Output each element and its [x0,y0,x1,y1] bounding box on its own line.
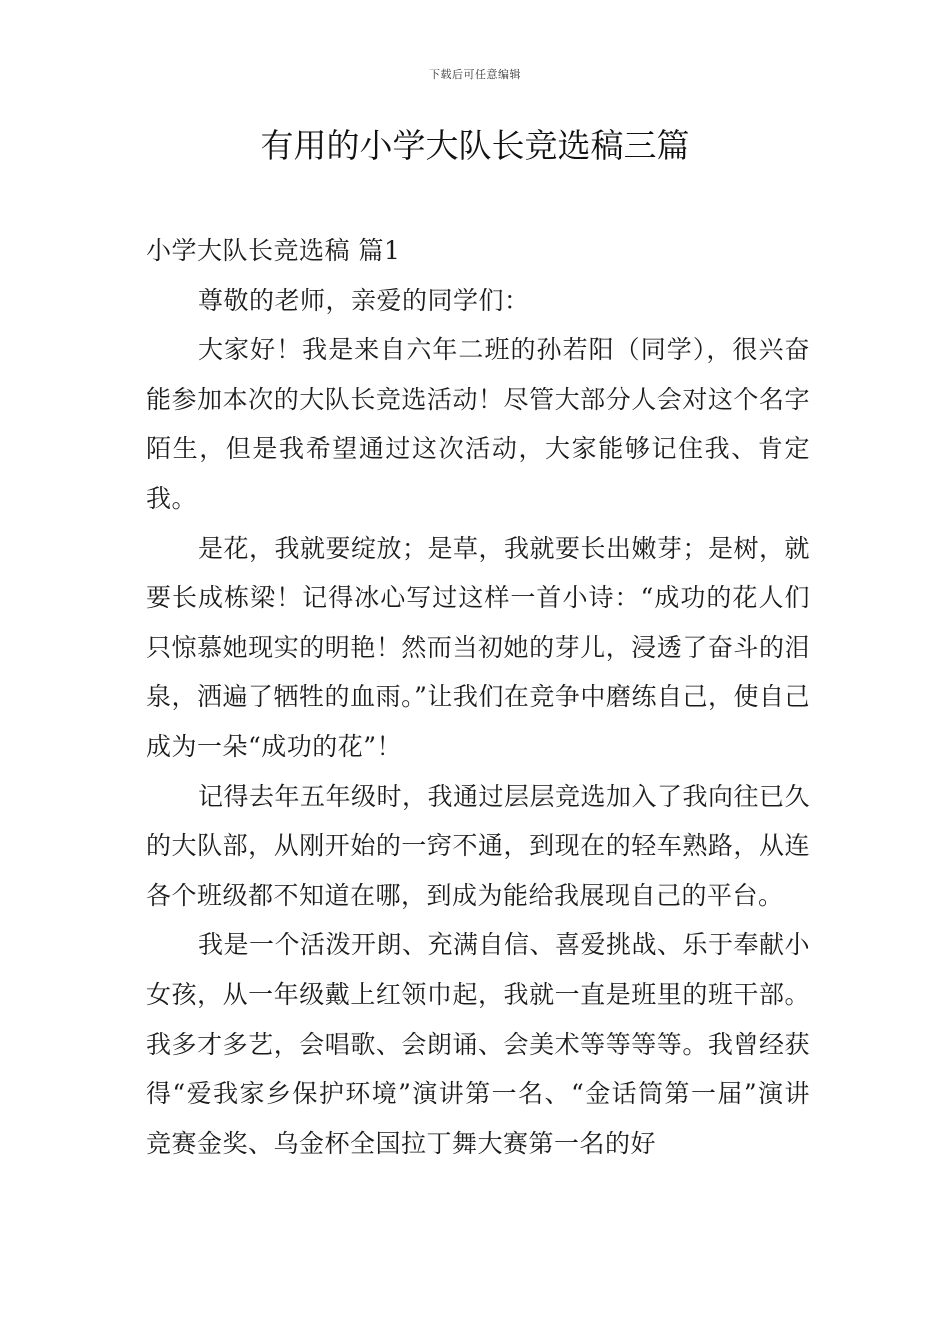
header-note: 下载后可任意编辑 [429,68,521,81]
paragraph-introduction: 大家好！我是来自六年二班的孙若阳（同学），很兴奋能参加本次的大队长竞选活动！尽管大部分人会对这个名字陌生，但是我希望通过这次活动，大家能够记住我、肯定我。 [146,335,810,513]
document-title: 有用的小学大队长竞选稿三篇 [260,126,690,165]
paragraph-greeting: 尊敬的老师，亲爱的同学们： [198,285,530,315]
paragraph-experience: 记得去年五年级时，我通过层层竞选加入了我向往已久的大队部，从刚开始的一窍不通，到现在的轻车熟路，从连各个班级都不知道在哪，到成为能给我展现自己的平台。 [146,781,811,910]
section-heading: 小学大队长竞选稿 篇1 [146,236,401,265]
paragraph-flower-poem: 是花，我就要绽放；是草，我就要长出嫩芽；是树，就要长成栋梁！记得冰心写过这样一首小诗：“成功的花人们只惊慕她现实的明艳！然而当初她的芽儿，浸透了奋斗的泪泉，洒遍了牺牲的血雨。”让我们在竞争中磨练自己，使自己成为一朵“成功的花”！ [146,533,811,761]
paragraph-self-description: 我是一个活泼开朗、充满自信、喜爱挑战、乐于奉献小女孩，从一年级戴上红领巾起，我就一直是班里的班干部。我多才多艺，会唱歌、会朗诵、会美术等等等等。我曾经获得“爱我家乡保护环境”演讲第一名、“金话筒第一届”演讲竞赛金奖、乌金杯全国拉丁舞大赛第一名的好 [146,930,811,1158]
document-body [146,226,810,1168]
